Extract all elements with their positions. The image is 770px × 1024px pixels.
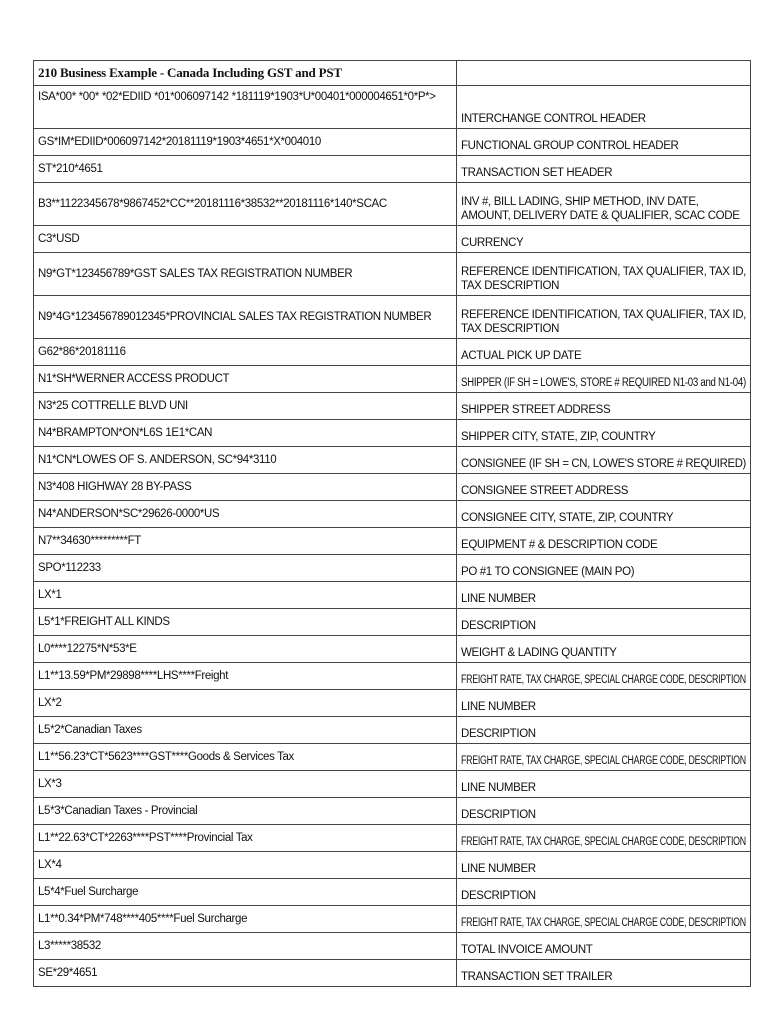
table-row xyxy=(34,717,751,744)
title-row-empty-cell xyxy=(457,61,751,86)
table-row xyxy=(34,447,751,474)
segment-description-cell: CURRENCY xyxy=(457,226,751,253)
table-row xyxy=(34,960,751,987)
table-row xyxy=(34,253,751,296)
segment-description-cell: FREIGHT RATE, TAX CHARGE, SPECIAL CHARGE CODE, DESCRIPTION xyxy=(457,744,751,771)
segment-description-cell: FUNCTIONAL GROUP CONTROL HEADER xyxy=(457,129,751,156)
segment-code-cell: LX*1 xyxy=(34,582,457,609)
table-row xyxy=(34,156,751,183)
table-row xyxy=(34,582,751,609)
segment-description-cell: CONSIGNEE CITY, STATE, ZIP, COUNTRY xyxy=(457,501,751,528)
table-row xyxy=(34,609,751,636)
segment-description-cell: INTERCHANGE CONTROL HEADER xyxy=(457,86,751,129)
table-row xyxy=(34,690,751,717)
segment-code-cell: L3*****38532 xyxy=(34,933,457,960)
segment-description-cell: LINE NUMBER xyxy=(457,690,751,717)
table-row xyxy=(34,86,751,129)
table-row xyxy=(34,474,751,501)
segment-code-cell: N9*4G*123456789012345*PROVINCIAL SALES TAX REGISTRATION NUMBER xyxy=(34,296,457,339)
table-row xyxy=(34,393,751,420)
segment-code-cell: L1**56.23*CT*5623****GST****Goods & Services Tax xyxy=(34,744,457,771)
table-row xyxy=(34,420,751,447)
segment-description-cell: TOTAL INVOICE AMOUNT xyxy=(457,933,751,960)
edi-example-table xyxy=(33,60,751,987)
segment-description-cell: CONSIGNEE STREET ADDRESS xyxy=(457,474,751,501)
table-row xyxy=(34,226,751,253)
segment-description-cell: DESCRIPTION xyxy=(457,609,751,636)
segment-code-cell: LX*4 xyxy=(34,852,457,879)
segment-code-cell: L5*4*Fuel Surcharge xyxy=(34,879,457,906)
segment-code-cell: ISA*00* *00* *02*EDIID *01*006097142 *181119*1903*U*00401*000004651*0*P*> xyxy=(34,86,457,129)
table-row xyxy=(34,798,751,825)
table-row xyxy=(34,296,751,339)
segment-code-cell: ST*210*4651 xyxy=(34,156,457,183)
segment-description-cell: WEIGHT & LADING QUANTITY xyxy=(457,636,751,663)
title-row xyxy=(34,61,751,86)
segment-code-cell: N1*CN*LOWES OF S. ANDERSON, SC*94*3110 xyxy=(34,447,457,474)
segment-description-cell: LINE NUMBER xyxy=(457,852,751,879)
segment-code-cell: N3*25 COTTRELLE BLVD UNI xyxy=(34,393,457,420)
segment-code-cell: SPO*112233 xyxy=(34,555,457,582)
table-row xyxy=(34,825,751,852)
table-row xyxy=(34,636,751,663)
segment-description-cell: INV #, BILL LADING, SHIP METHOD, INV DATE, AMOUNT, DELIVERY DATE & QUALIFIER, SCAC CODE xyxy=(457,183,751,226)
segment-code-cell: L0****12275*N*53*E xyxy=(34,636,457,663)
table-row xyxy=(34,933,751,960)
segment-code-cell: GS*IM*EDIID*006097142*20181119*1903*4651*X*004010 xyxy=(34,129,457,156)
segment-description-cell: REFERENCE IDENTIFICATION, TAX QUALIFIER, TAX ID, TAX DESCRIPTION xyxy=(457,253,751,296)
segment-description-cell: FREIGHT RATE, TAX CHARGE, SPECIAL CHARGE CODE, DESCRIPTION xyxy=(457,825,751,852)
segment-code-cell: N3*408 HIGHWAY 28 BY-PASS xyxy=(34,474,457,501)
table-row xyxy=(34,528,751,555)
segment-description-cell: DESCRIPTION xyxy=(457,717,751,744)
segment-code-cell: L5*1*FREIGHT ALL KINDS xyxy=(34,609,457,636)
document-title: 210 Business Example - Canada Including GST and PST xyxy=(34,61,457,86)
table-row xyxy=(34,663,751,690)
segment-code-cell: N4*BRAMPTON*ON*L6S 1E1*CAN xyxy=(34,420,457,447)
table-row xyxy=(34,879,751,906)
table-row xyxy=(34,555,751,582)
segment-description-cell: EQUIPMENT # & DESCRIPTION CODE xyxy=(457,528,751,555)
segment-code-cell: N7**34630*********FT xyxy=(34,528,457,555)
segment-description-cell: SHIPPER CITY, STATE, ZIP, COUNTRY xyxy=(457,420,751,447)
table-row xyxy=(34,183,751,226)
segment-code-cell: L5*3*Canadian Taxes - Provincial xyxy=(34,798,457,825)
table-row xyxy=(34,906,751,933)
table-row xyxy=(34,852,751,879)
segment-code-cell: L1**0.34*PM*748****405****Fuel Surcharge xyxy=(34,906,457,933)
table-row xyxy=(34,129,751,156)
segment-code-cell: LX*2 xyxy=(34,690,457,717)
segment-code-cell: N9*GT*123456789*GST SALES TAX REGISTRATION NUMBER xyxy=(34,253,457,296)
segment-description-cell: DESCRIPTION xyxy=(457,879,751,906)
segment-description-cell: FREIGHT RATE, TAX CHARGE, SPECIAL CHARGE CODE, DESCRIPTION xyxy=(457,906,751,933)
segment-description-cell: DESCRIPTION xyxy=(457,798,751,825)
segment-description-cell: TRANSACTION SET TRAILER xyxy=(457,960,751,987)
segment-code-cell: L1**22.63*CT*2263****PST****Provincial Tax xyxy=(34,825,457,852)
segment-code-cell: LX*3 xyxy=(34,771,457,798)
segment-code-cell: C3*USD xyxy=(34,226,457,253)
segment-description-cell: LINE NUMBER xyxy=(457,582,751,609)
table-row xyxy=(34,339,751,366)
segment-description-cell: TRANSACTION SET HEADER xyxy=(457,156,751,183)
segment-code-cell: G62*86*20181116 xyxy=(34,339,457,366)
table-row xyxy=(34,501,751,528)
segment-description-cell: FREIGHT RATE, TAX CHARGE, SPECIAL CHARGE CODE, DESCRIPTION xyxy=(457,663,751,690)
segment-code-cell: N4*ANDERSON*SC*29626-0000*US xyxy=(34,501,457,528)
table-row xyxy=(34,744,751,771)
table-row xyxy=(34,366,751,393)
table-body xyxy=(34,61,751,987)
segment-description-cell: SHIPPER STREET ADDRESS xyxy=(457,393,751,420)
segment-description-cell: CONSIGNEE (IF SH = CN, LOWE'S STORE # REQUIRED) xyxy=(457,447,751,474)
segment-description-cell: LINE NUMBER xyxy=(457,771,751,798)
segment-code-cell: SE*29*4651 xyxy=(34,960,457,987)
segment-code-cell: L5*2*Canadian Taxes xyxy=(34,717,457,744)
segment-code-cell: B3**1122345678*9867452*CC**20181116*38532**20181116*140*SCAC xyxy=(34,183,457,226)
segment-description-cell: SHIPPER (IF SH = LOWE'S, STORE # REQUIRED N1-03 and N1-04) xyxy=(457,366,751,393)
table-row xyxy=(34,771,751,798)
segment-code-cell: N1*SH*WERNER ACCESS PRODUCT xyxy=(34,366,457,393)
segment-code-cell: L1**13.59*PM*29898****LHS****Freight xyxy=(34,663,457,690)
segment-description-cell: ACTUAL PICK UP DATE xyxy=(457,339,751,366)
segment-description-cell: REFERENCE IDENTIFICATION, TAX QUALIFIER, TAX ID, TAX DESCRIPTION xyxy=(457,296,751,339)
segment-description-cell: PO #1 TO CONSIGNEE (MAIN PO) xyxy=(457,555,751,582)
